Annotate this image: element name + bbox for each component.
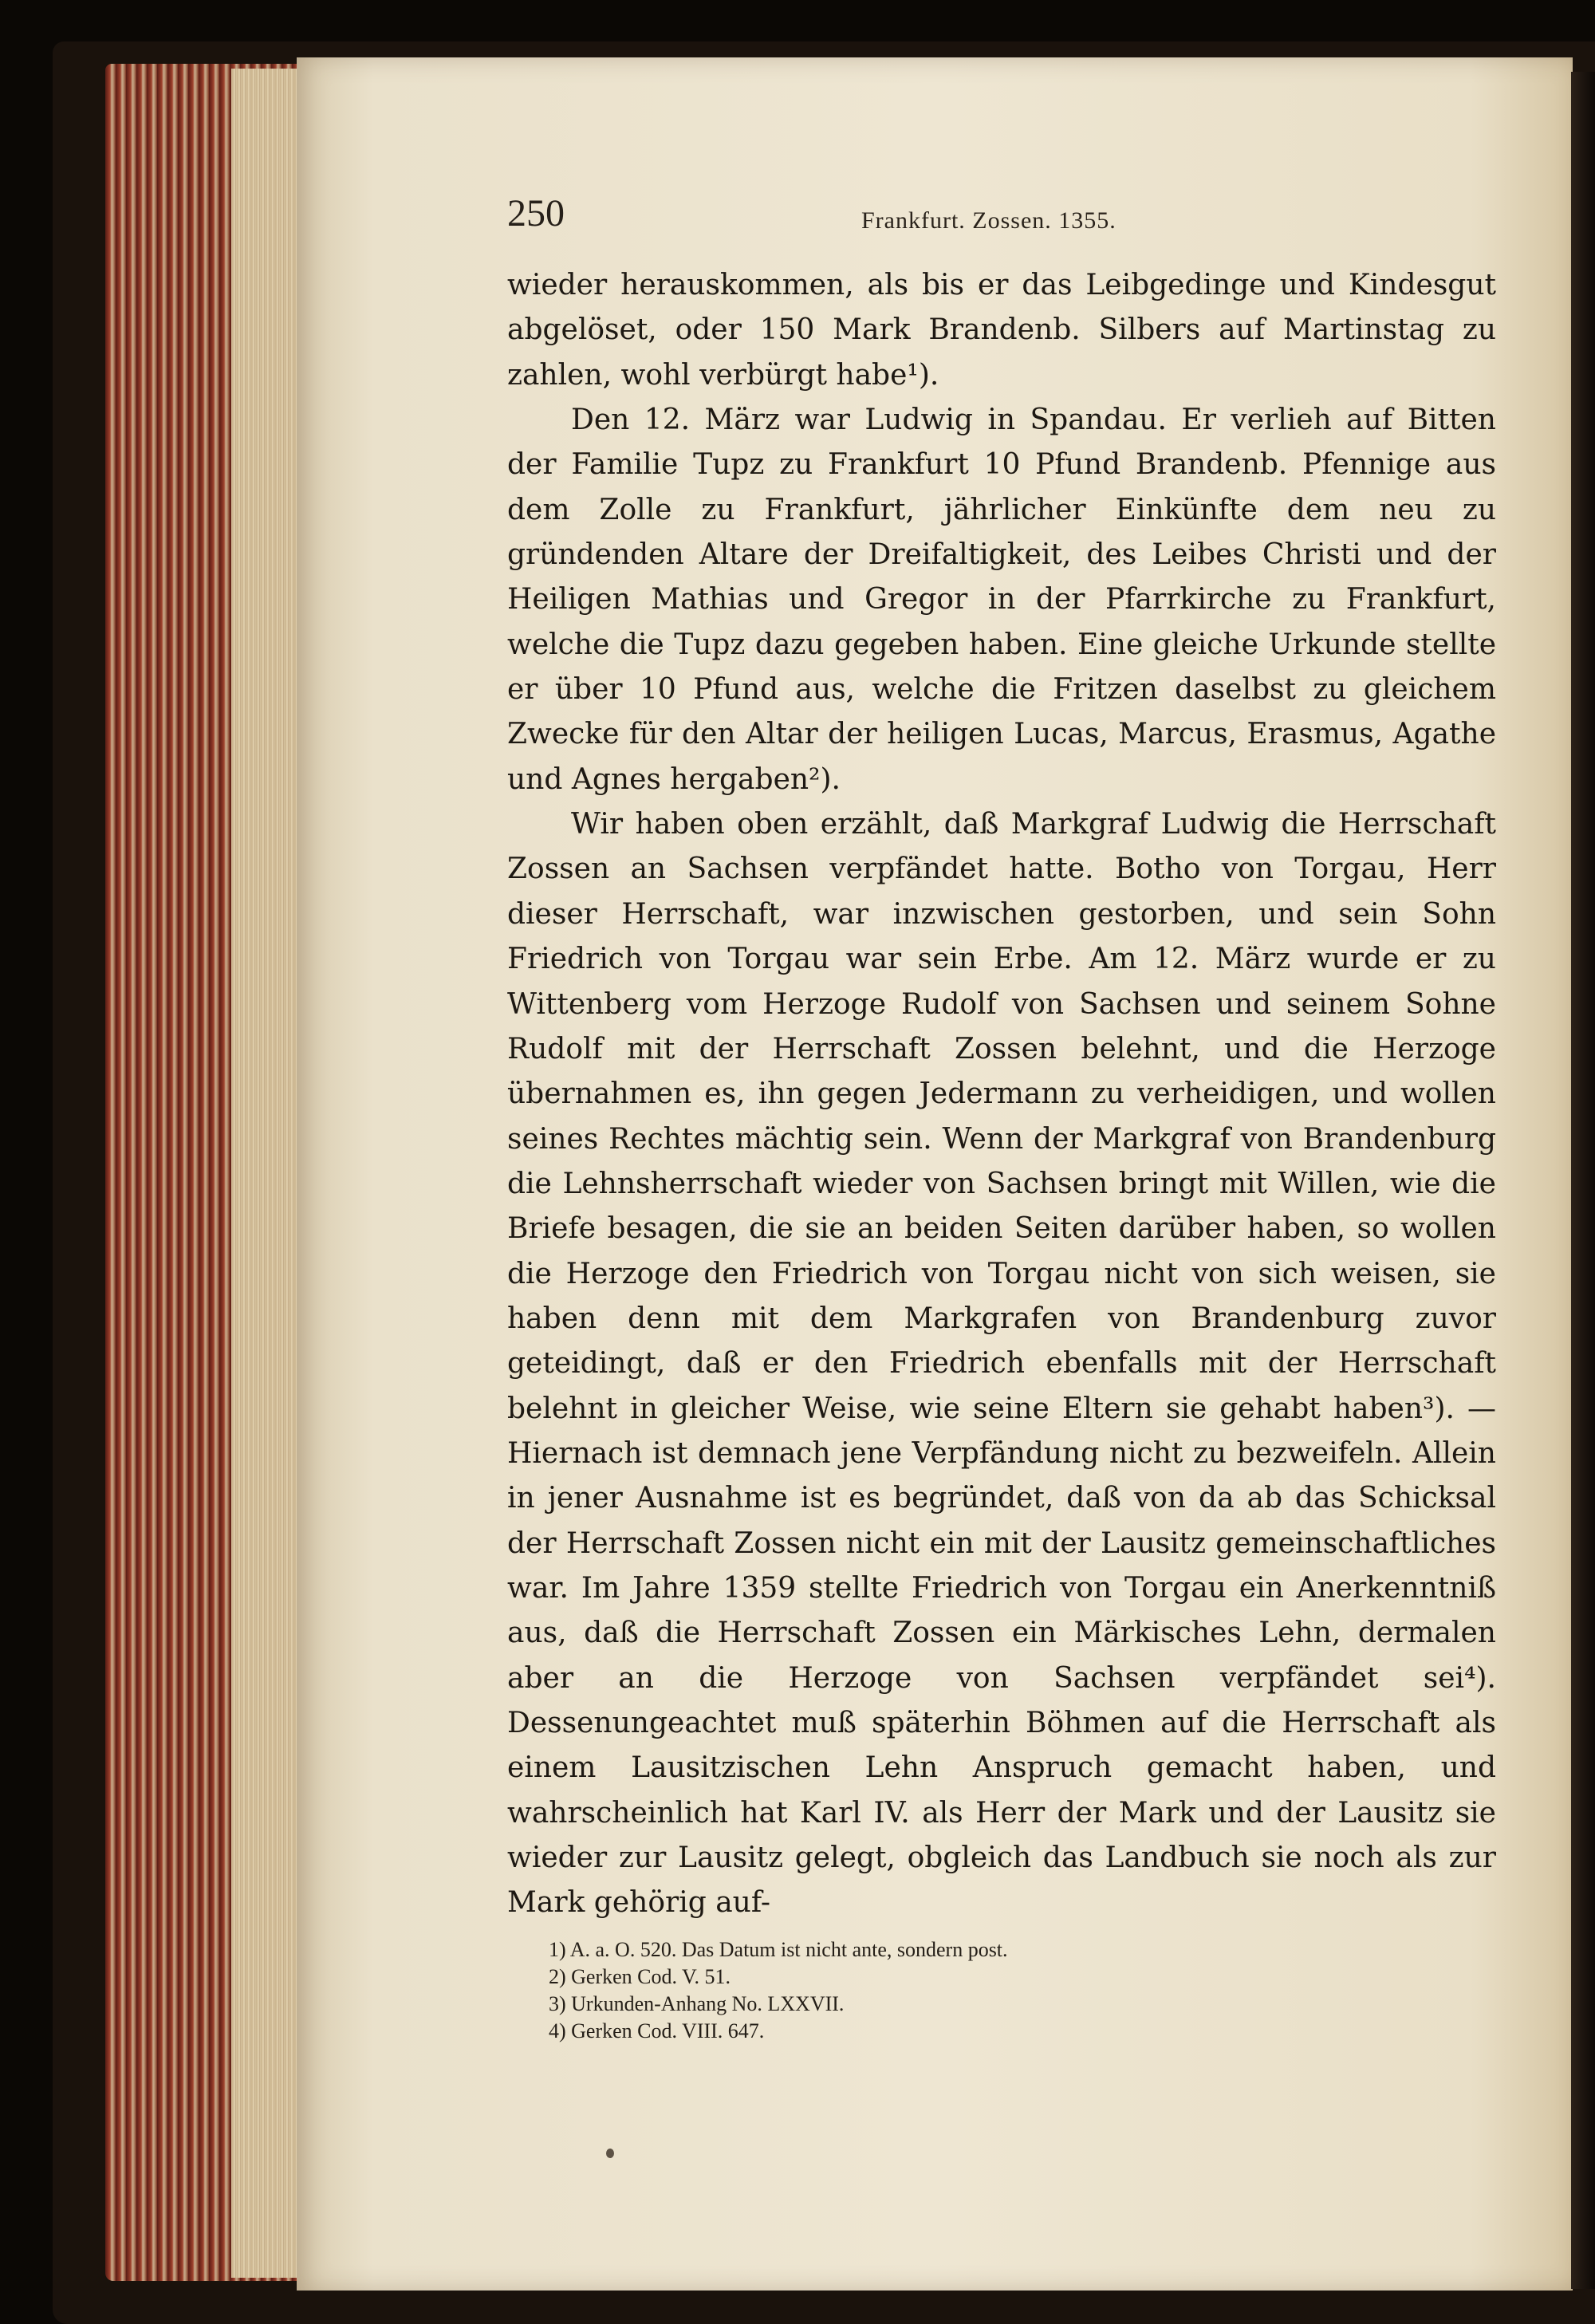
footnotes xyxy=(549,1936,1466,2045)
right-shadow xyxy=(1571,72,1595,2289)
footnote: 2) Gerken Cod. V. 51. xyxy=(549,1965,731,1988)
page-header xyxy=(507,191,1496,247)
page-block-inner-edge xyxy=(231,69,303,2278)
page-number: 250 xyxy=(507,192,565,234)
paragraph: wieder herauskommen, als bis er das Leibgedinge und Kindesgut abgelöset, oder 150 Mark Brandenb. Silbers auf Martinstag zu zahlen, wohl verbürgt habe¹). xyxy=(507,269,1496,392)
paragraph: Den 12. März war Ludwig in Spandau. Er verlieh auf Bitten der Familie Tupz zu Frankfurt 10 Pfund Brandenb. Pfennige aus dem Zolle zu Frankfurt, jährlicher Einkünfte dem neu zu gründenden Altare der Dreifaltigkeit, des Leibes Christi und der Heiligen Mathias und Gregor in der Pfarrkirche zu Frankfurt, welche die Tupz dazu gegeben haben. Eine gleiche Urkunde stellte er über 10 Pfund aus, welche die Fritzen daselbst zu gleichem Zwecke für den Altar der heiligen Lucas, Marcus, Erasmus, Agathe und Agnes hergaben²). xyxy=(507,404,1496,796)
body-text xyxy=(507,263,1496,1926)
paragraph: Wir haben oben erzählt, daß Markgraf Ludwig die Herrschaft Zossen an Sachsen verpfändet hatte. Botho von Torgau, Herr dieser Herrschaft, war inzwischen gestorben, und sein Sohn Friedrich von Torgau war sein Erbe. Am 12. März wurde er zu Wittenberg vom Herzoge Rudolf von Sachsen und seinem Sohne Rudolf mit der Herrschaft Zossen belehnt, und die Herzoge übernahmen es, ihn gegen Jedermann zu verheidigen, und wollen seines Rechtes mächtig sein. Wenn der Markgraf von Brandenburg die Lehnsherrschaft wieder von Sachsen bringt mit Willen, wie die Briefe besagen, die sie an beiden Seiten darüber haben, so wollen die Herzoge den Friedrich von Torgau nicht von sich weisen, sie haben denn mit dem Markgrafen von Brandenburg zuvor geteidingt, daß er den Friedrich ebenfalls mit der Herrschaft belehnt in gleicher Weise, wie seine Eltern sie gehabt haben³). — Hiernach ist demnach jene Verpfändung nicht zu bezweifeln. Allein in jener Ausnahme ist es begründet, daß von da ab das Schicksal der Herrschaft Zossen nicht ein mit der Lausitz gemeinschaftliches war. Im Jahre 1359 stellte Friedrich von Torgau ein Anerkenntniß aus, daß die Herrschaft Zossen ein Märkisches Lehn, dermalen aber an die Herzoge von Sachsen verpfändet sei⁴). Dessenungeachtet muß späterhin Böhmen auf die Herrschaft als einem Lausitzischen Lehn Anspruch gemacht haben, und wahrscheinlich hat Karl IV. als Herr der Mark und der Lausitz sie wieder zur Lausitz gelegt, obgleich das Landbuch sie noch als zur Mark gehörig auf- xyxy=(507,808,1496,1920)
ink-speck xyxy=(606,2149,614,2158)
footnote: 1) A. a. O. 520. Das Datum ist nicht ante, sondern post. xyxy=(549,1938,1008,1961)
footnote: 3) Urkunden-Anhang No. LXXVII. xyxy=(549,1992,845,2015)
footnote: 4) Gerken Cod. VIII. 647. xyxy=(549,2019,765,2042)
running-head: Frankfurt. Zossen. 1355. xyxy=(861,207,1116,234)
